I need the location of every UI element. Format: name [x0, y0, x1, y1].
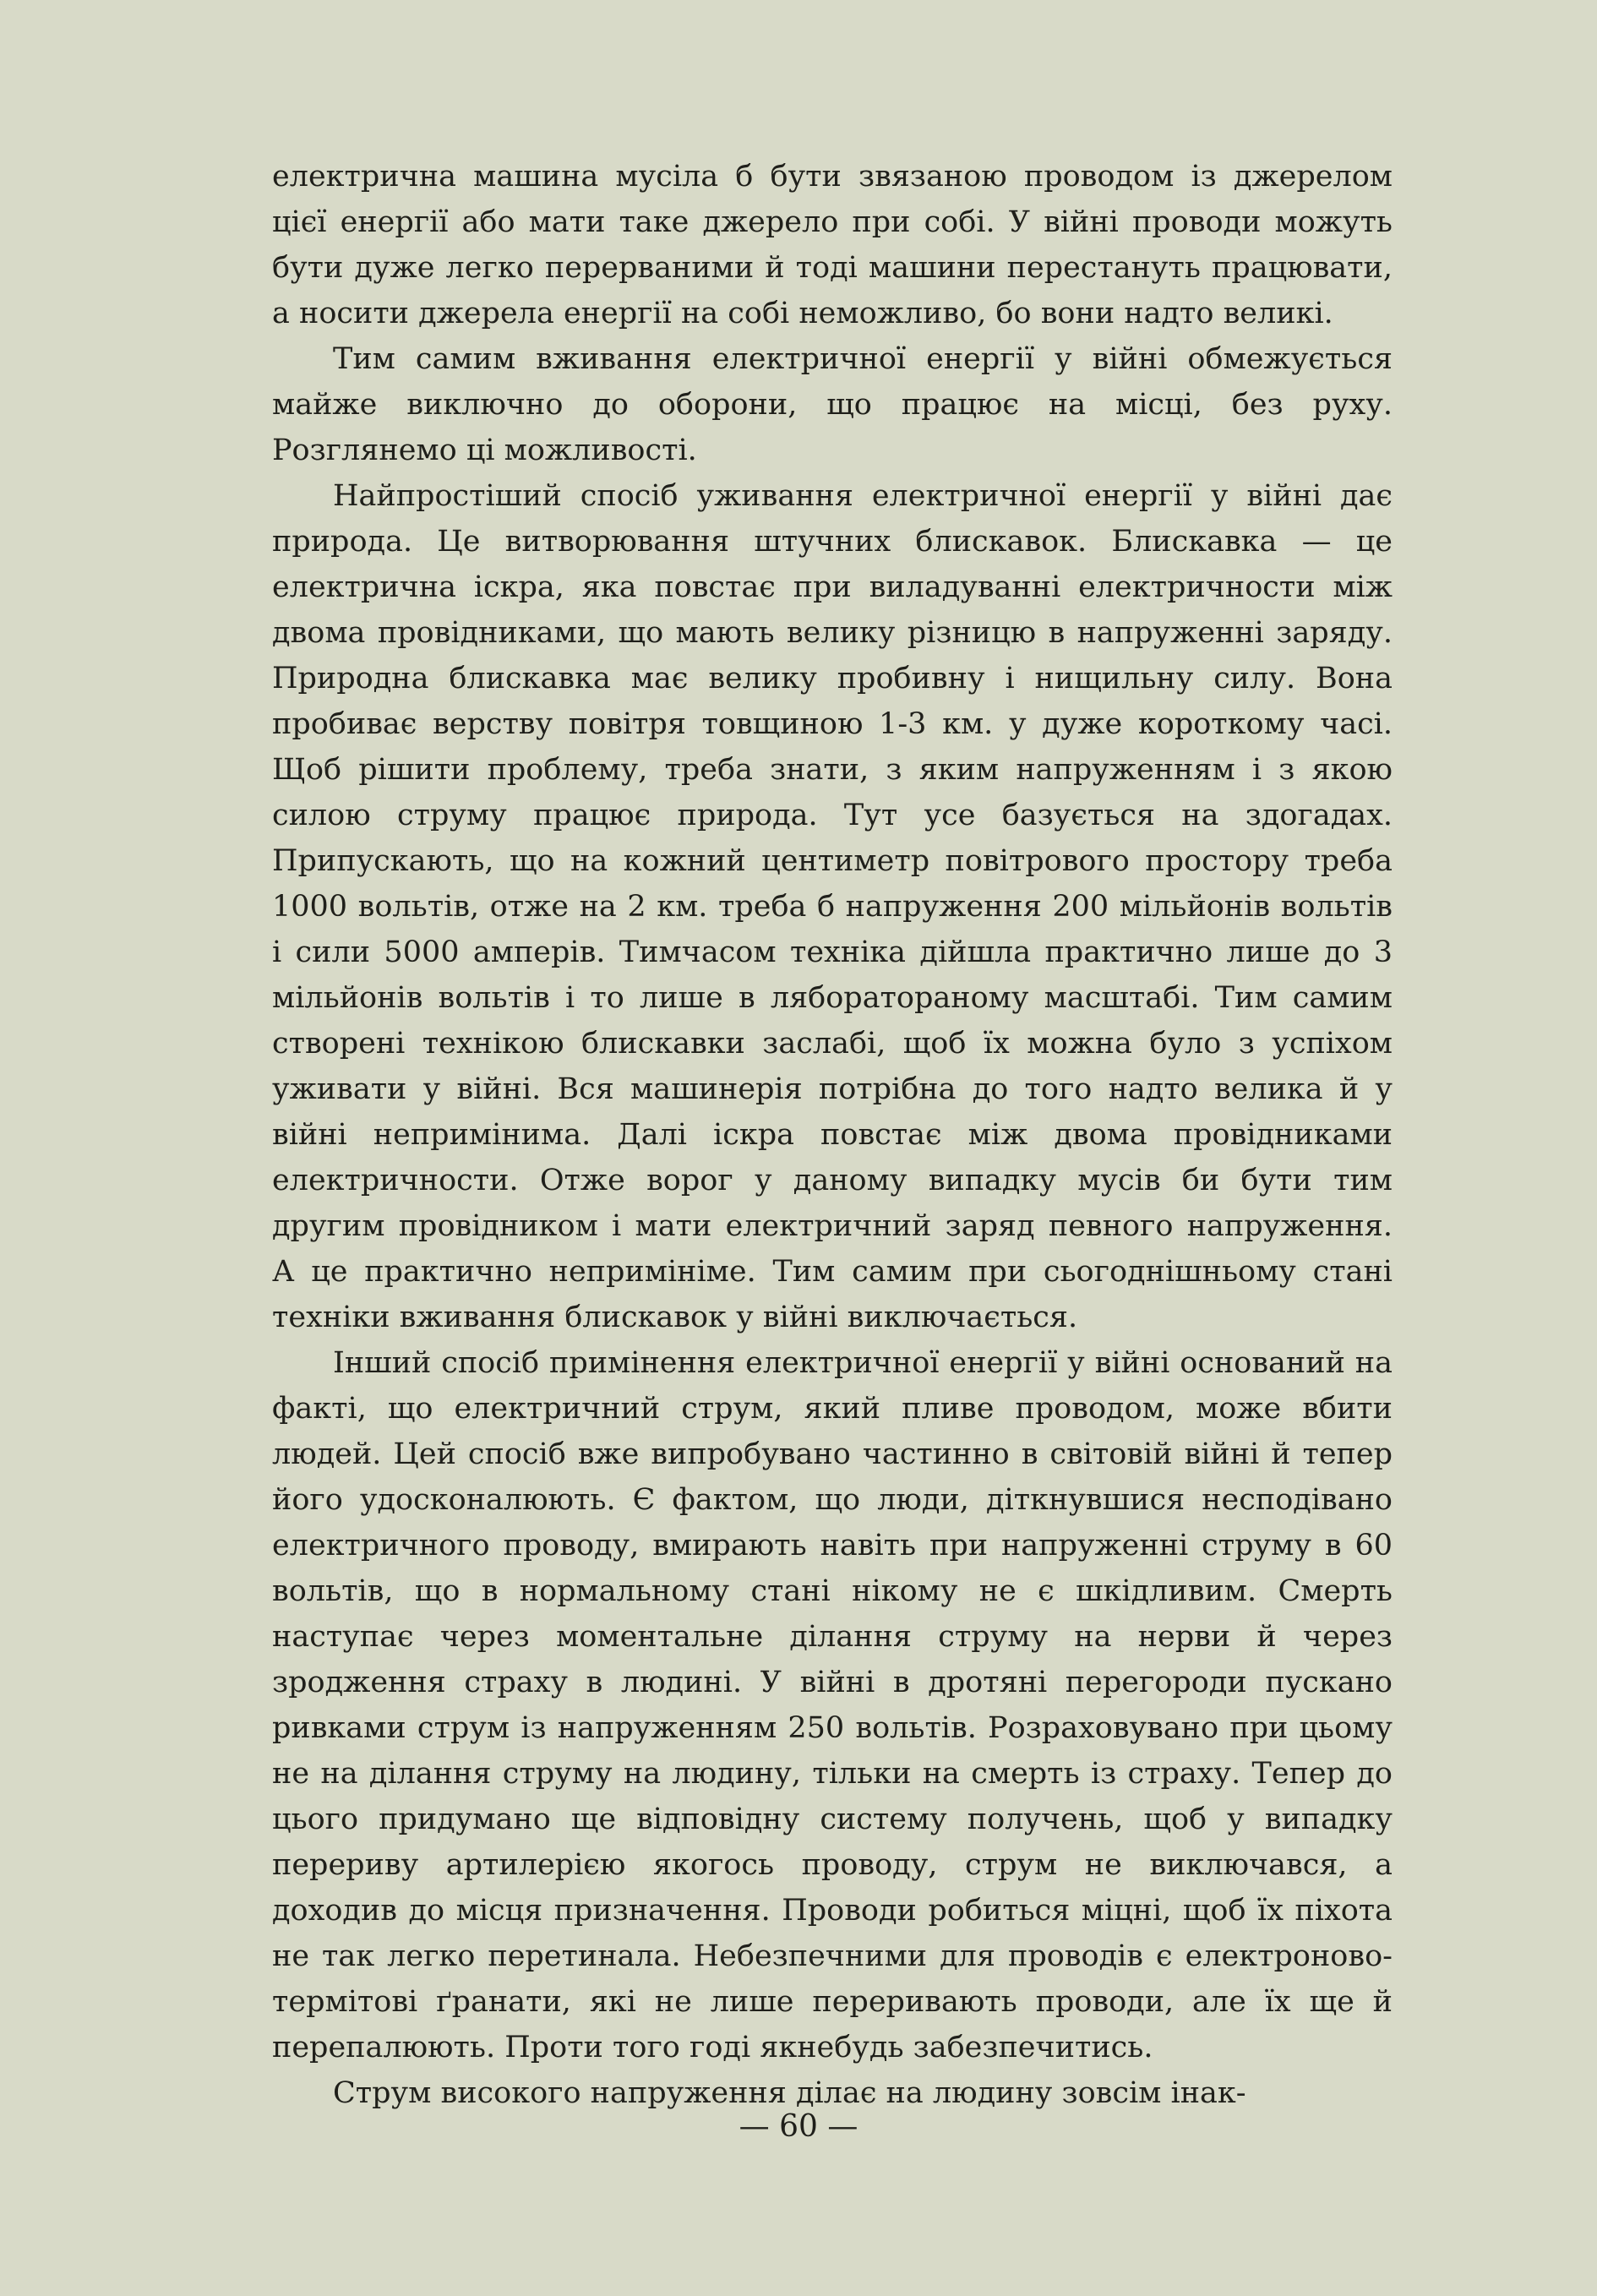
paragraph: Тим самим вживання електричної енергії у війні обмежується майже виключно до оборони, що працює на місці, без руху. Розглянемо ці можливості. — [272, 342, 1393, 467]
paragraph: Інший спосіб примінення електричної енергії у війні оснований на факті, що електричний струм, який пливе проводом, може вбити людей. Цей спосіб вже випробувано частинно в світовій війні й тепер його удосконалюють. Є фактом, що люди, діткнувшися несподівано електричного проводу, вмирають навіть при напруженні струму в 60 вольтів, що в нормальному стані нікому не є шкідливим. Смерть наступає через моментальне ділання струму на нерви й через зродження страху в людині. У війні в дротяні перегороди пускано ривками струм із напруженням 250 вольтів. Розраховувано при цьому не на ділання струму на людину, тільки на смерть із страху. Тепер до цього придумано ще відповідну систему получень, щоб у випадку перериву артилерією якогось проводу, струм не виключався, а доходив до місця призначення. Проводи робиться міцні, щоб їх піхота не так легко перетинала. Небезпечними для проводів є електроново-термітові ґранати, які не лише переривають проводи, але їх ще й перепалюють. Проти того годі якнебудь забезпечитись. — [272, 1346, 1393, 2064]
page-number: — 60 — — [739, 2109, 858, 2144]
paragraph: Найпростіший спосіб уживання електричної енергії у війні дає природа. Це витворювання штучних блискавок. Блискавка — це електрична іскра, яка повстає при виладуванні електричности між двома провідниками, що мають велику різницю в напруженні заряду. Природна блискавка має велику пробивну і нищильну силу. Вона пробиває верству повітря товщиною 1-3 км. у дуже короткому часі. Щоб рішити проблему, треба знати, з яким напруженням і з якою силою струму працює природа. Тут усе базується на здогадах. Припускають, що на кожний центиметр повітрового простору треба 1000 вольтів, отже на 2 км. треба б напруження 200 мільйонів вольтів і сили 5000 амперів. Тимчасом техніка дійшла практично лише до 3 мільйонів вольтів і то лише в ляборатораному масштабі. Тим самим створені технікою блискавки заслабі, щоб їх можна було з успіхом уживати у війні. Вся машинерія потрібна до того надто велика й у війні непримінима. Далі іскра повстає між двома провідниками електричности. Отже ворог у даному випадку мусів би бути тим другим провідником і мати електричний заряд певного напруження. А це практично непримініме. Тим самим при сьогоднішньому стані техніки вживання блискавок у війні виключається. — [272, 479, 1393, 1334]
paragraph-continuation: електрична машина мусіла б бути звязаною проводом із джерелом цієї енергії або мати таке джерело при собі. У війні проводи можуть бути дуже легко перерваними й тоді машини перестануть працювати, а носити джерела енергії на собі неможливо, бо вони надто великі. — [272, 160, 1393, 330]
paragraph: Струм високого напруження ділає на людину зовсім інак- — [333, 2076, 1246, 2110]
body-text — [272, 154, 1393, 2116]
